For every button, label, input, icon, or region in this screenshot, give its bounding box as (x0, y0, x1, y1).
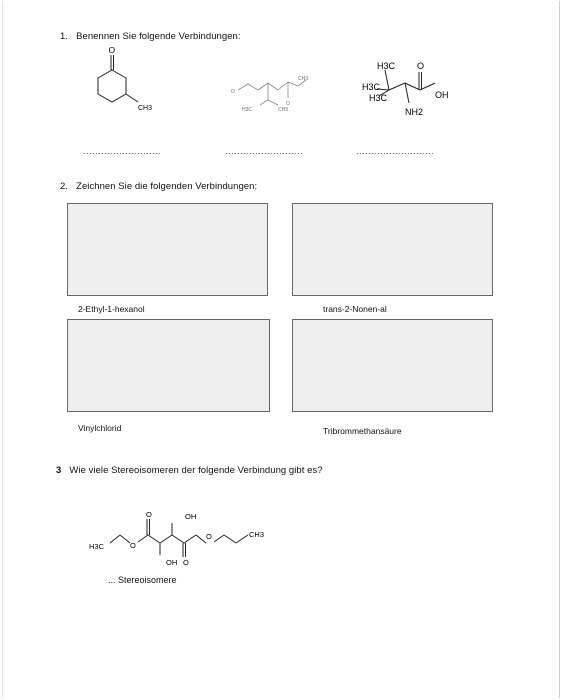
drawing-box-2[interactable] (292, 203, 493, 296)
drawing-box-3-label: Vinylchlorid (78, 423, 122, 433)
mol3-nh2-label: NH2 (405, 107, 424, 117)
molecule-3-methylcyclohexanone (80, 42, 170, 122)
mol3-h3c-mid-label: H3C (362, 82, 381, 92)
question-2-number: 2. (60, 181, 69, 192)
tartrate-oxygen-label-2: O (146, 510, 152, 519)
question-1-number: 1. (60, 31, 69, 42)
tartrate-oh-top-label: OH (185, 512, 197, 521)
drawing-box-4[interactable] (292, 319, 493, 412)
drawing-box-1-label: 2-Ethyl-1-hexanol (78, 304, 145, 314)
mol3-h3c-top-label: H3C (377, 61, 396, 71)
drawing-box-2-label: trans-2-Nonen-al (323, 304, 387, 314)
mol2-h3c-label: H3C (242, 107, 253, 113)
drawing-box-4-label: Tribrommethansäure (323, 426, 402, 436)
mol3-oh-label: OH (435, 90, 449, 100)
answer-blank-3[interactable]: .......................... (356, 146, 435, 156)
mol1-oxygen-label: O (108, 45, 116, 55)
question-1-heading (60, 31, 241, 42)
drawing-box-3[interactable] (67, 319, 270, 412)
mol1-ch3-label: CH3 (138, 105, 153, 112)
tartrate-oxygen-label-4: O (206, 532, 212, 541)
mol2-oxygen-label: O (231, 89, 235, 95)
question-2-text: Zeichnen Sie die folgenden Verbindungen: (76, 181, 258, 192)
question-3-heading (56, 465, 323, 476)
tartrate-oxygen-label-1: O (130, 541, 136, 550)
mol2-oxygen-label-2: O (286, 101, 290, 107)
mol3-oxygen-label: O (417, 61, 425, 71)
question-2-heading (60, 181, 257, 192)
tartrate-oh-bottom-label: OH (166, 558, 178, 567)
tartrate-ch3-label: CH3 (249, 530, 265, 539)
drawing-box-1[interactable] (67, 203, 268, 296)
question-3-number: 3 (56, 465, 62, 476)
molecule-tert-leucine (357, 55, 497, 125)
stereoisomer-answer[interactable]: ... Stereoisomere (108, 575, 177, 585)
answer-blank-1[interactable]: .......................... (83, 146, 162, 156)
mol2-ch3-label-2: CH3 (278, 107, 289, 113)
mol2-ch3-label: CH3 (298, 76, 309, 82)
tartrate-h3c-label: H3C (89, 542, 105, 551)
question-1-text: Benennen Sie folgende Verbindungen: (76, 31, 241, 42)
mol3-h3c-low-label: H3C (369, 93, 388, 103)
molecule-2-structure (228, 70, 318, 120)
molecule-diethyl-tartrate (86, 505, 286, 570)
tartrate-oxygen-label-3: O (183, 558, 189, 567)
answer-blank-2[interactable]: .......................... (225, 146, 304, 156)
question-3-text: Wie viele Stereoisomeren der folgende Verbindung gibt es? (69, 465, 323, 476)
